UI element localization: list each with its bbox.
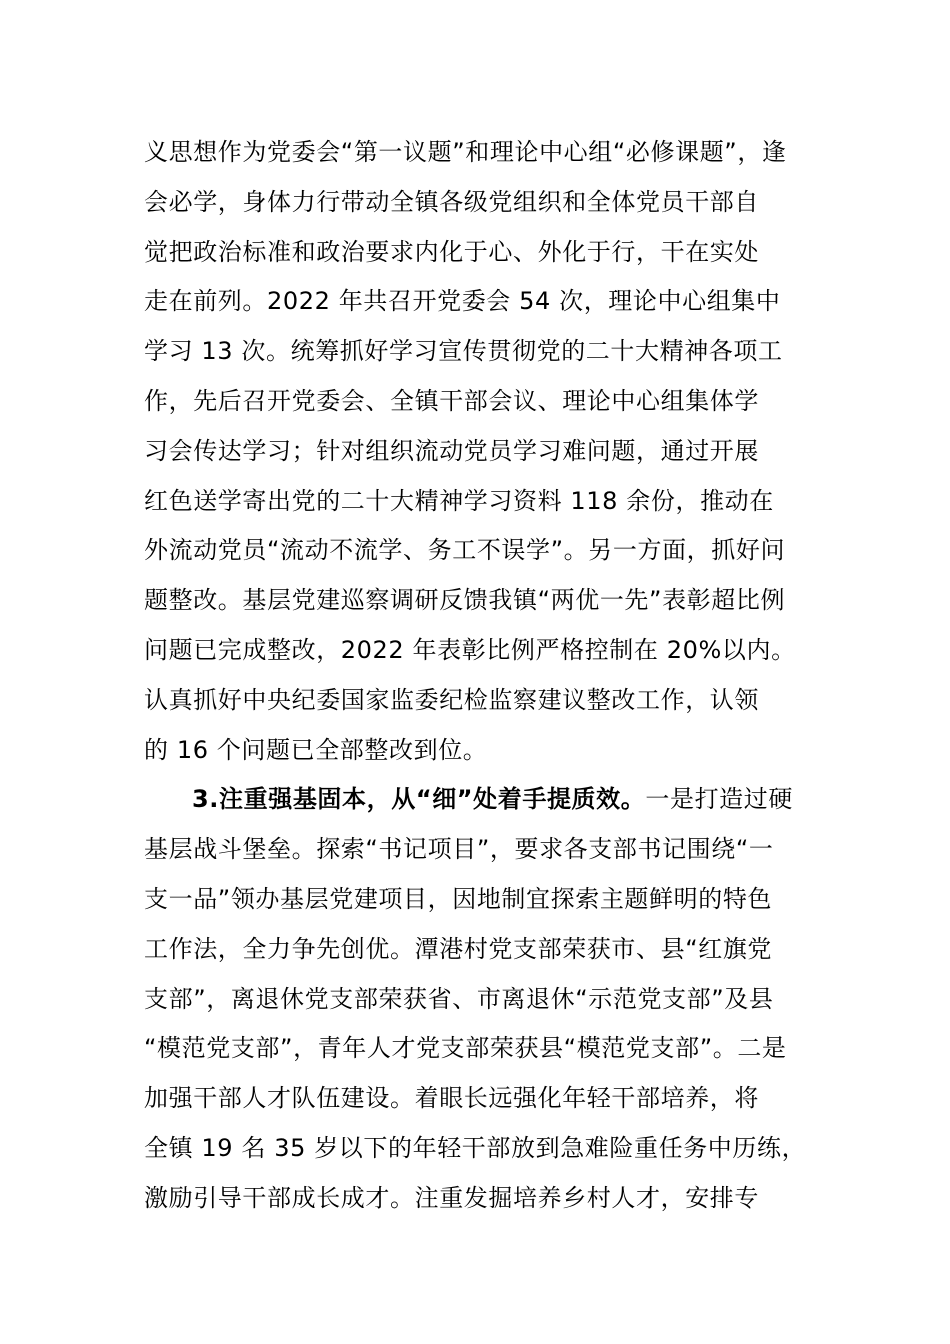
- text-line: 支部”，离退休党支部荣获省、市离退休“示范党支部”及县: [144, 984, 774, 1013]
- text-line: 义思想作为党委会“第一议题”和理论中心组“必修课题”，逢: [144, 138, 787, 166]
- text-line: 激励引导干部成长成才。注重发掘培养乡村人才，安排专: [144, 1183, 759, 1212]
- text-line: 作，先后召开党委会、全镇干部会议、理论中心组集体学: [144, 386, 759, 415]
- text-line: 题整改。基层党建巡察调研反馈我镇“两优一先”表彰超比例: [144, 586, 786, 615]
- text-line: 支一品”领办基层党建项目，因地制宜探索主题鲜明的特色: [144, 884, 773, 913]
- text-line: 走在前列。2022 年共召开党委会 54 次，理论中心组集中: [144, 287, 781, 316]
- text-line: 学习 13 次。统筹抓好学习宣传贯彻党的二十大精神各项工: [144, 337, 783, 366]
- text-line: “模范党支部”，青年人才党支部荣获县“模范党支部”。二是: [144, 1034, 787, 1063]
- text-line: 加强干部人才队伍建设。着眼长远强化年轻干部培养，将: [144, 1084, 759, 1113]
- text-line: 工作法，全力争先创优。潭港村党支部荣获市、县“红旗党: [144, 934, 773, 963]
- body-text: [144, 128, 844, 1224]
- section-3-first-line: [144, 775, 844, 825]
- text-line: 问题已完成整改，2022 年表彰比例严格控制在 20%以内。: [144, 635, 796, 664]
- text-line: 全镇 19 名 35 岁以下的年轻干部放到急难险重任务中历练，: [144, 1133, 807, 1162]
- text-line: 习会传达学习；针对组织流动党员学习难问题，通过开展: [144, 436, 759, 465]
- text-line: 的 16 个问题已全部整改到位。: [144, 735, 488, 764]
- text-line: 红色送学寄出党的二十大精神学习资料 118 余份，推动在: [144, 486, 774, 515]
- text-line: 会必学，身体力行带动全镇各级党组织和全体党员干部自: [144, 187, 759, 216]
- text-line: 外流动党员“流动不流学、务工不误学”。另一方面，抓好问: [144, 536, 786, 565]
- text-line: 认真抓好中央纪委国家监委纪检监察建议整改工作，认领: [144, 685, 759, 714]
- section-3-first-line-text: 一是打造过硬: [645, 785, 793, 814]
- text-line: 觉把政治标准和政治要求内化于心、外化于行，干在实处: [144, 237, 759, 266]
- section-3-heading: 3.注重强基固本，从“细”处着手提质效。: [192, 785, 646, 814]
- text-line: 基层战斗堡垒。探索“书记项目”，要求各支部书记围绕“一: [144, 835, 774, 864]
